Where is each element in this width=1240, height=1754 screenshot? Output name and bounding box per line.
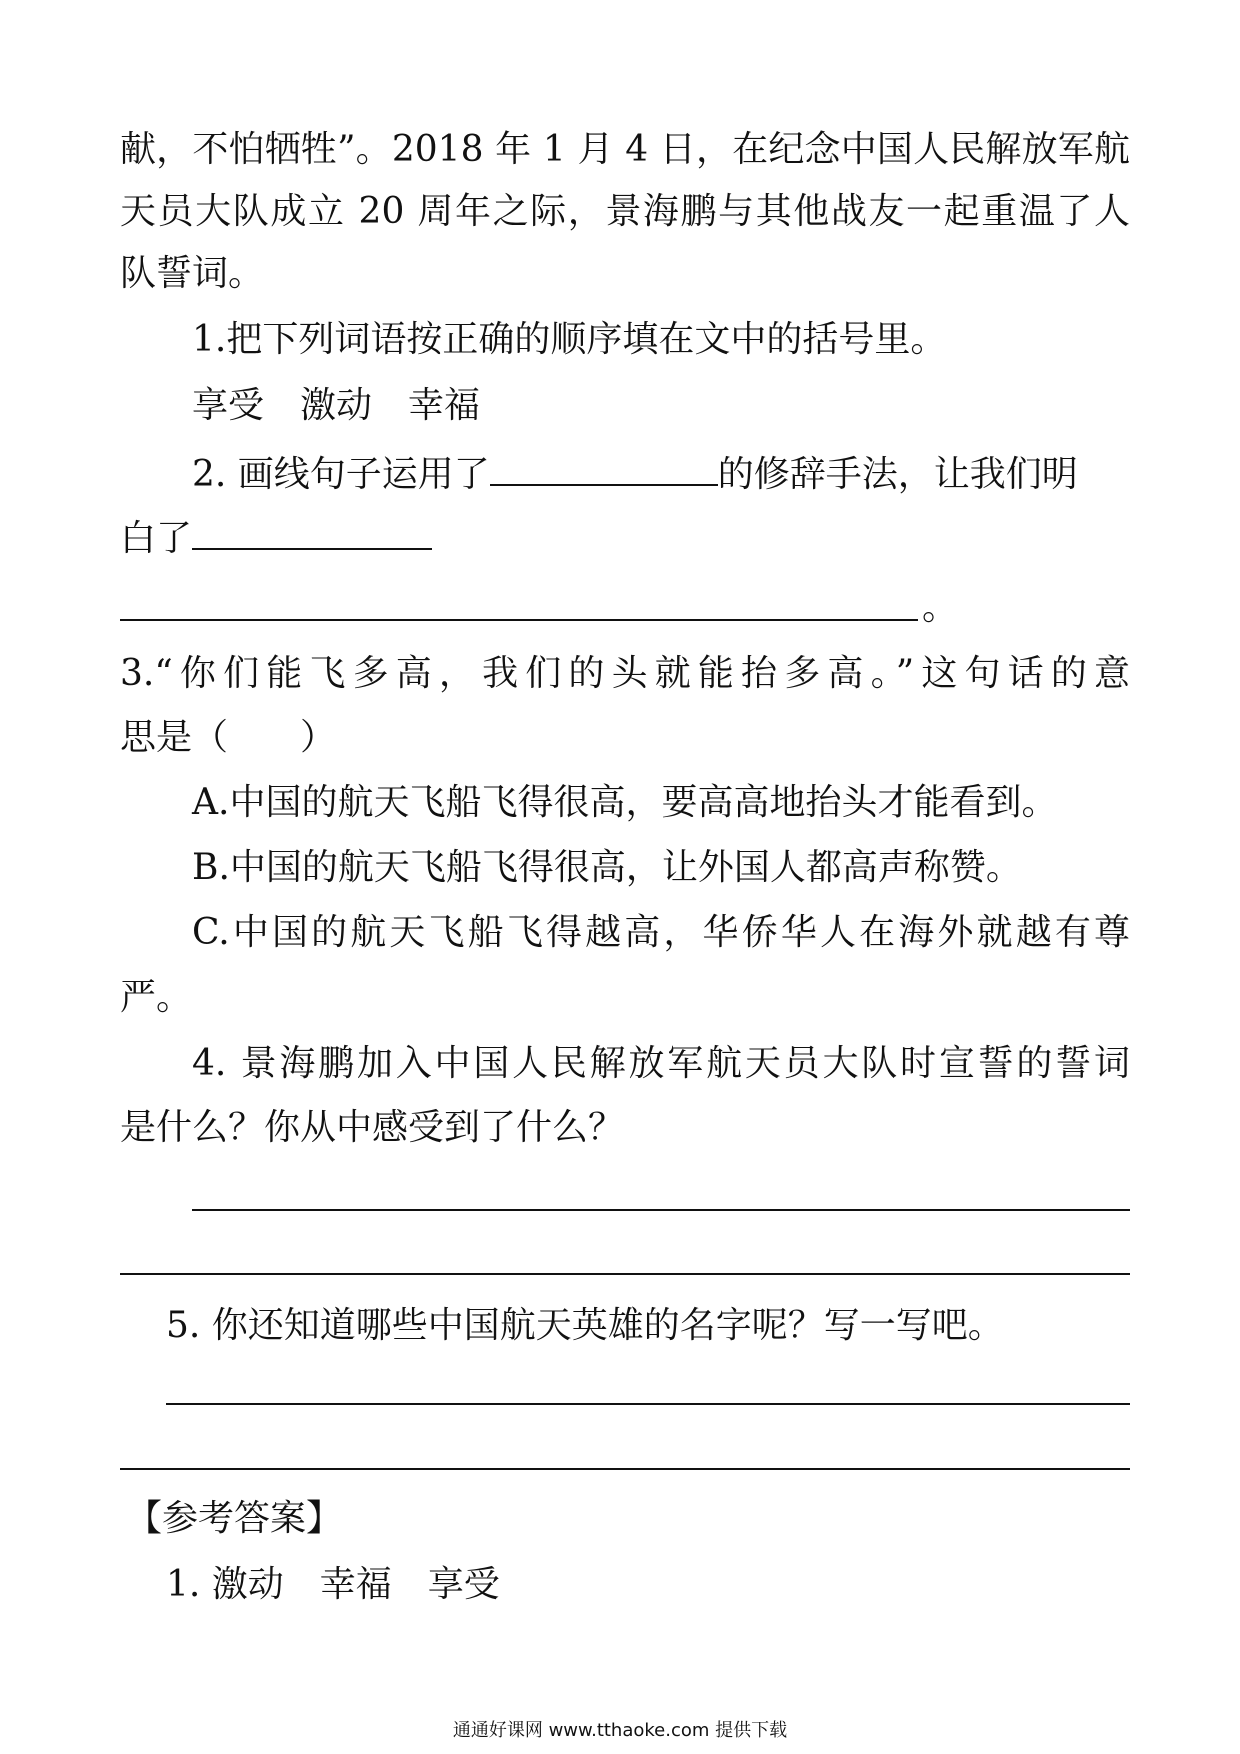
- passage-line-3: 队誓词。: [120, 253, 265, 294]
- answer-1: 1. 激动 幸福 享受: [166, 1564, 500, 1605]
- question-2-end-mark: 。: [922, 587, 959, 628]
- question-5-answer-line-2[interactable]: [120, 1468, 1130, 1470]
- passage-line-1: 献，不怕牺牲”。2018 年 1 月 4 日，在纪念中国人民解放军航: [120, 129, 1130, 170]
- question-2-line: [192, 450, 1132, 497]
- question-2-prompt-continued: 白了: [120, 518, 193, 559]
- question-3-prompt: 3.“你们能飞多高，我们的头就能抬多高。”这句话的意: [120, 653, 1130, 694]
- question-3-option-b[interactable]: B.中国的航天飞船飞得很高，让外国人都高声称赞。: [192, 847, 1022, 888]
- question-2-prompt-start: 2. 画线句子运用了: [192, 454, 490, 495]
- answers-heading: 【参考答案】: [126, 1498, 343, 1539]
- question-1-word-list: 享受 激动 幸福: [192, 385, 481, 426]
- question-2-blank-2[interactable]: [192, 514, 432, 550]
- question-3-option-c[interactable]: C.中国的航天飞船飞得越高，华侨华人在海外就越有尊: [192, 912, 1130, 953]
- question-4-prompt: 4. 景海鹏加入中国人民解放军航天员大队时宣誓的誓词: [192, 1043, 1130, 1084]
- question-2-blank-1[interactable]: [490, 450, 718, 486]
- question-2-line-2: [120, 514, 1130, 561]
- question-3-option-a[interactable]: A.中国的航天飞船飞得很高，要高高地抬头才能看到。: [192, 782, 1058, 823]
- passage-line-2: 天员大队成立 20 周年之际，景海鹏与其他战友一起重温了人: [120, 191, 1130, 232]
- question-5-prompt: 5. 你还知道哪些中国航天英雄的名字呢？写一写吧。: [166, 1305, 1004, 1346]
- question-5-answer-line-1[interactable]: [166, 1403, 1130, 1405]
- question-2-answer-line[interactable]: [120, 619, 918, 621]
- question-2-prompt-end: 的修辞手法，让我们明: [717, 454, 1078, 495]
- question-1-prompt: 1.把下列词语按正确的顺序填在文中的括号里。: [192, 319, 947, 360]
- footer-credit: 通通好课网 www.tthaoke.com 提供下载: [452, 1720, 788, 1741]
- question-4-answer-line-2[interactable]: [120, 1273, 1130, 1275]
- question-3-prompt-end: 思是（ ）: [120, 717, 337, 758]
- question-4-answer-line-1[interactable]: [192, 1209, 1130, 1211]
- question-3-option-c-end: 严。: [120, 977, 193, 1018]
- question-4-prompt-end: 是什么？你从中感受到了什么？: [120, 1107, 625, 1148]
